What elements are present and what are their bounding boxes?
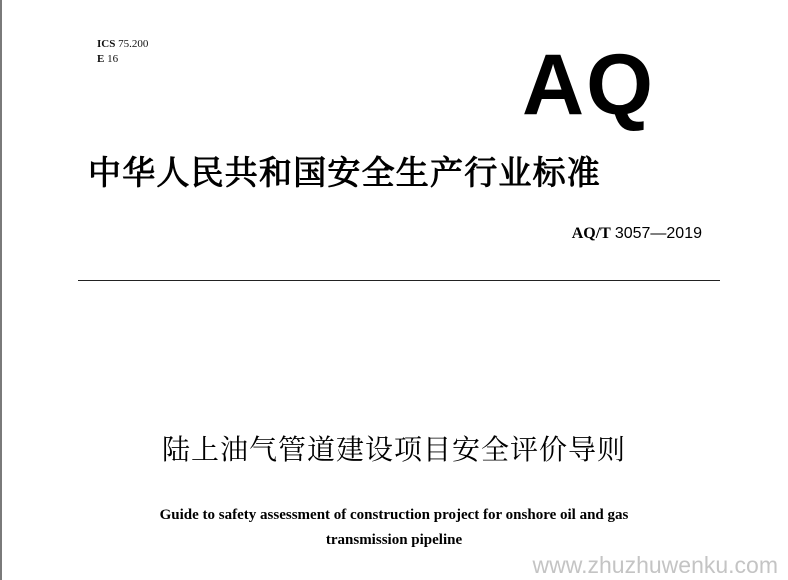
title-en-line-2: transmission pipeline — [325, 532, 463, 548]
standard-category-title: 中华人民共和国安全生产行业标准 — [88, 153, 601, 192]
title-en-line-1: Guide to safety assessment of construction project for onshore oil and gas — [159, 507, 629, 523]
header-divider — [78, 280, 720, 281]
classification-block — [97, 37, 148, 67]
standard-code-prefix: AQ/T — [571, 225, 611, 242]
ccs-label: E — [97, 53, 105, 65]
document-title-en — [0, 503, 788, 553]
page-left-border — [0, 0, 2, 580]
standard-number — [572, 224, 702, 244]
aq-logo: AQ — [522, 37, 655, 133]
ccs-line — [97, 52, 148, 67]
document-title-cn: 陆上油气管道建设项目安全评价导则 — [161, 433, 626, 466]
ics-code: 75.200 — [118, 38, 149, 50]
ics-label: ICS — [97, 38, 116, 50]
site-watermark: www.zhuzhuwenku.com — [532, 552, 778, 578]
ics-line — [97, 37, 148, 52]
standard-code-number: 3057—2019 — [614, 225, 702, 242]
ccs-code: 16 — [107, 53, 119, 65]
